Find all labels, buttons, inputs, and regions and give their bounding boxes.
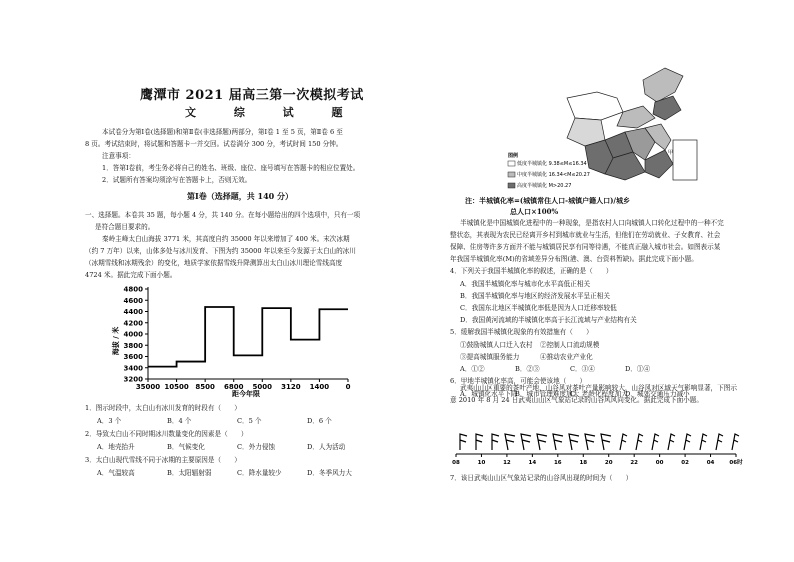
x-tick-label: 8500 [195, 383, 215, 391]
statement-item: ①鼓励城镇人口迁入农村 [460, 341, 533, 349]
question-list-left [85, 402, 385, 480]
wind-barb-icon [684, 434, 691, 450]
wind-barb-icon [492, 434, 499, 450]
answer-option[interactable]: B．城市管理难度加大 [515, 390, 580, 398]
y-tick-label: 4800 [123, 285, 143, 294]
passage-line: 整状态，其表现为农民已经离开乡村到城市就业与生活，但他们在劳动就业、子女教育、社会 [450, 231, 721, 239]
wind-barb-icon [700, 434, 707, 450]
wind-barb-icon [521, 434, 531, 450]
answer-option[interactable]: A．城镇化水平下降 [460, 390, 518, 398]
chart-marks [148, 307, 348, 367]
y-tick-label: 4200 [123, 319, 143, 328]
answer-option[interactable]: B．太阳辐射弱 [167, 469, 212, 477]
wind-barb-icon [460, 434, 467, 450]
x-tick-label: 0 [345, 383, 351, 391]
option-row [460, 278, 760, 326]
x-tick-label: 1400 [309, 383, 330, 391]
wind-barb-icon [585, 434, 595, 450]
south-sea-inset [673, 140, 697, 180]
time-label: 08 [452, 460, 460, 466]
passage-line: 年我国半城镇化率(M)的省域差异分布图(港、澳、台资料暂缺)。据此完成下面小题。 [450, 255, 698, 263]
question-stem: 3．太白山现代雪线不同于冰期的主要原因是（ ） [85, 456, 241, 464]
wind-barb-icon [636, 434, 643, 450]
map-region [567, 92, 623, 120]
intro-line: 8 页。考试结束时，将试题和答题卡一并交回。试卷满分 300 分，考试时间 150 分钟。 [85, 140, 343, 148]
map-note: 注：半城镇化率=(城镇常住人口-城镇户籍人口)/城乡 [465, 196, 630, 205]
answer-option[interactable]: C．5 个 [237, 417, 262, 425]
notice-item: 1．答第Ⅰ卷前，考生务必将自己的姓名、班级、座位、座号填写在答题卡的相应位置处。 [102, 164, 360, 172]
wind-barb-icon [569, 434, 579, 450]
notice-title: 注意事项： [102, 152, 135, 160]
glacier-chart [100, 283, 365, 401]
legend-title: 图例 [508, 153, 519, 159]
time-label: 22 [630, 460, 639, 466]
x-tick-label: 5000 [252, 383, 273, 391]
section-heading: 第Ⅰ卷（选择题，共 140 分） [187, 191, 294, 201]
option-row [97, 415, 385, 428]
time-label: 18 [579, 460, 588, 466]
answer-option[interactable]: C．我国东北地区半城镇化率低是因为人口迁移率较低 [460, 304, 617, 312]
y-tick-label: 3400 [123, 364, 143, 373]
wind-barb-icon [620, 434, 627, 450]
time-label: 04 [706, 460, 715, 466]
mc-intro: 是符合题目要求的。 [95, 223, 155, 231]
answer-option[interactable]: A．气温较高 [97, 469, 135, 477]
wind-barb-icon [716, 434, 723, 450]
answer-option[interactable]: B．气候变化 [167, 443, 205, 451]
passage-line: 半城镇化是中国城镇化进程中的一种现象，是指农村人口向城镇人口转化过程中的一种不完 [460, 219, 724, 227]
china-map [505, 62, 705, 202]
legend-swatch [508, 172, 515, 177]
y-tick-label: 4000 [123, 330, 143, 339]
time-label: 02 [681, 460, 689, 466]
x-axis-label: 距今年限 [232, 390, 260, 398]
passage-line: 保障、住房等许多方面并不能与城镇居民享有同等待遇，不能真正融入城市社会。如图表示某 [450, 243, 721, 251]
question-stem: 7．该日武夷山山区气象站记录的山谷风出现的时间为（ ） [450, 474, 633, 482]
y-tick-label: 4400 [123, 308, 143, 316]
question-stem: 4．下列关于我国半城镇化率的叙述，正确的是（ ） [450, 267, 613, 275]
answer-option[interactable]: A．①② [460, 365, 485, 373]
passage-line: （约 7 万年）以来，山体多处与冰川发育、下图为约 35000 年以来至今发源于太白山的冰川 [85, 247, 356, 255]
statement-item: ③提高城镇服务能力 [460, 353, 520, 361]
intro-line: 本试卷分为第Ⅰ卷(选择题)和第Ⅱ卷(非选择题)两部分，第Ⅰ卷 1 至 5 页，第Ⅱ卷 6 至 [102, 128, 343, 136]
answer-option[interactable]: C．外力侵蚀 [237, 443, 276, 451]
y-tick-label: 4600 [123, 296, 143, 305]
answer-option[interactable]: C．老龄化程度加大 [570, 390, 628, 398]
answer-option[interactable]: D．冬季风力大 [307, 469, 352, 477]
map-region [643, 68, 683, 102]
wind-barb-icon [732, 434, 739, 450]
option-row [97, 467, 385, 480]
map-note: 总人口×100% [510, 207, 559, 216]
answer-option[interactable]: D．我国黄河流域的半城镇化率高于长江流域与产业结构有关 [460, 316, 637, 324]
wind-barb-icon [505, 434, 515, 450]
time-label: 10 [477, 460, 486, 466]
question-stem: 1．图示时段中，太白山有冰川发育的时段有（ ） [85, 404, 241, 412]
option-row [460, 363, 760, 375]
passage-line: 4724 米。据此完成下面小题。 [85, 271, 177, 279]
y-axis-label: 海拔 / 米 [112, 326, 120, 356]
wind-barb-icon [553, 434, 563, 450]
wind-barb-icon [668, 434, 675, 450]
answer-option[interactable]: D．城郊交通压力减小 [625, 390, 690, 398]
legend-swatch [508, 161, 515, 166]
map-region [617, 106, 655, 128]
answer-option[interactable]: B．②③ [515, 365, 540, 373]
wind-barb-icon [652, 434, 659, 450]
answer-option[interactable]: D．6 个 [307, 417, 332, 425]
wind-barb-icon [601, 434, 611, 450]
statement-item: ④推动农业产业化 [540, 353, 593, 361]
time-label: 20 [604, 460, 613, 466]
legend-swatch [508, 183, 515, 188]
time-label: 12 [503, 460, 511, 466]
wind-barb-icon [476, 434, 483, 450]
passage-line: 秦岭主峰太白山海拔 3771 米，其高度自约 35000 年以来增加了 400 米。末次冰期 [102, 235, 350, 243]
answer-option[interactable]: D．①④ [625, 365, 651, 373]
wind-direction-chart [450, 420, 745, 470]
y-tick-label: 3200 [123, 375, 143, 384]
answer-option[interactable]: A．地壳抬升 [97, 443, 135, 451]
statement-item: ②控制人口流动规模 [540, 341, 600, 349]
exam-title: 鹰潭市 2021 届高三第一次模拟考试 [140, 88, 364, 103]
question-stem: 6．甲地半城镇化率高，可能会使该地（ ） [450, 377, 587, 385]
time-label: 00 [655, 460, 664, 466]
question-list-right [450, 265, 760, 400]
chart-axes [124, 286, 351, 392]
x-tick-label: 35000 [135, 383, 161, 391]
answer-option[interactable]: B．我国半城镇化率与地区的经济发展水平呈正相关 [460, 292, 610, 300]
time-label: 14 [528, 460, 537, 466]
time-label: 06时 [729, 460, 743, 466]
y-tick-label: 3800 [123, 341, 143, 350]
altitude-series-line [148, 307, 348, 367]
passage-line: （冰期雪线和冰期残余）的变化，地质学家依据雪线升降测算出太白山冰川理论雪线高度 [85, 259, 343, 267]
legend-item: 高度半城镇化 M>20.27 [517, 183, 572, 189]
answer-option[interactable]: A．我国半城镇化率与城市化水平高低正相关 [460, 280, 591, 288]
question-stem: 5．缓解我国半城镇化现象的有效措施有（ ） [450, 328, 593, 336]
x-tick-label: 10500 [164, 383, 189, 391]
answer-option[interactable]: A．3 个 [97, 417, 122, 425]
option-row [97, 441, 385, 454]
passage-line: 意 2010 年 8 月 24 日武夷山山区气象站记录的山谷风风向变化。据此完成下面小题。 [450, 396, 703, 404]
answer-option[interactable]: C．降水量较少 [237, 469, 282, 477]
x-tick-label: 3120 [281, 383, 301, 391]
legend-item: 中度半城镇化 16.34<M≤20.27 [517, 172, 590, 178]
exam-subtitle: 文 综 试 题 [185, 106, 360, 119]
passage-line: 武夷山山区重要的茶叶产地，山谷风对茶叶产量影响较大，山谷风对区域天气影响显著，下图示 [460, 384, 737, 392]
wind-barb-icon [537, 434, 547, 450]
answer-option[interactable]: C．③④ [570, 365, 595, 373]
time-label: 16 [553, 460, 562, 466]
answer-option[interactable]: D．人为活动 [307, 443, 346, 451]
answer-option[interactable]: B．4 个 [167, 417, 192, 425]
legend-item: 低度半城镇化 9.38≤M≤16.34 [517, 161, 587, 167]
x-tick-label: 6800 [223, 383, 244, 391]
statement-grid [460, 339, 760, 363]
mc-intro: 一、选择题。本卷共 35 题，每小题 4 分，共 140 分。在每小题给出的四个选项中，只有一项 [85, 211, 361, 219]
y-tick-label: 3600 [123, 353, 143, 361]
map-label-jia: 甲 [668, 150, 674, 156]
question-stem: 2．导致太白山不同时期冰川数量变化的因素是（ ） [85, 430, 248, 438]
notice-item: 2．试题所有答案均须涂写在答题卡上，否则无效。 [102, 176, 252, 184]
